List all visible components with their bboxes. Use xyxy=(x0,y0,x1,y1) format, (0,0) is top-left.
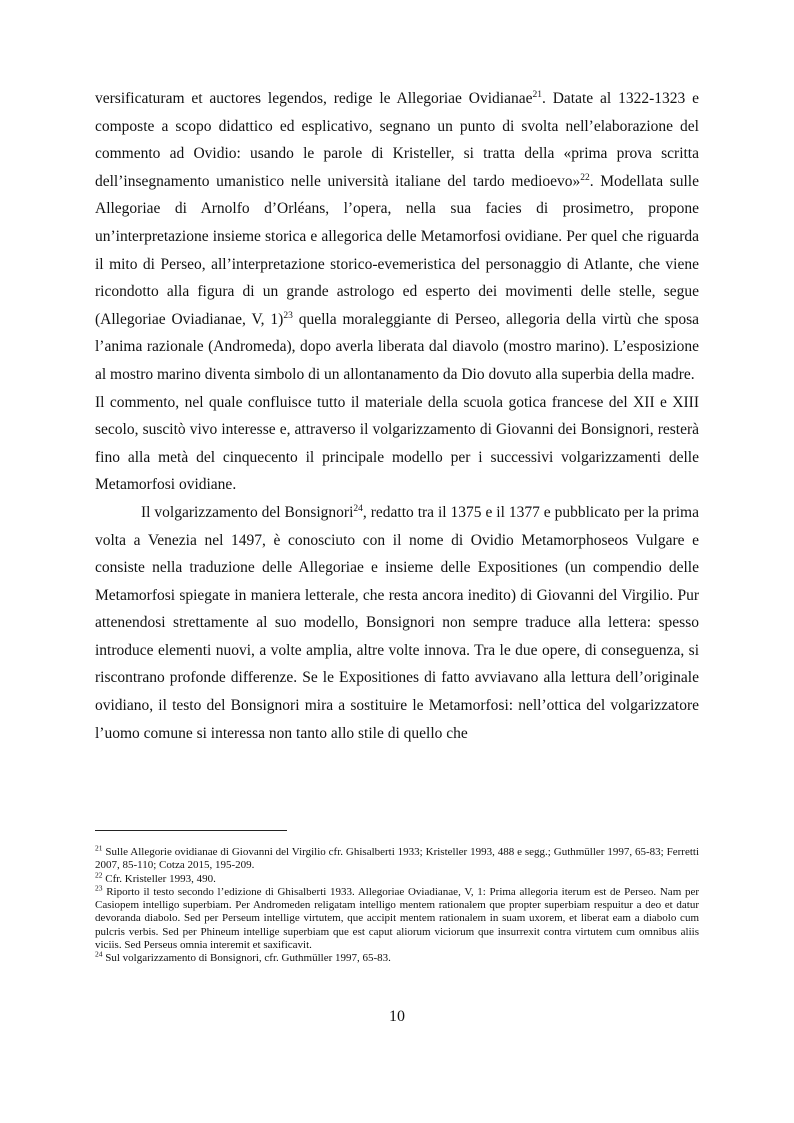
footnote-number: 23 xyxy=(95,883,103,893)
footnote xyxy=(95,869,699,886)
paragraph-text: . Datate al 1322-1323 e composte a scopo didattico ed esplicativo, segnano un punto di svolta nell’elaborazione del commento ad Ovidio: usando le parole di Kristeller, si tratta della «prima prova scritta dell’insegnamento umanistico nelle università italiane del tardo medioevo» xyxy=(95,90,699,190)
footnote-number: 22 xyxy=(95,869,103,879)
paragraph-text: . Modellata sulle Allegoriae di Arnolfo d’Orléans, l’opera, nella sua facies di prosimetro, propone un’interpretazione insieme storica e allegorica delle Metamorfosi ovidiane. Per quel che riguarda il mito di Perseo, all’interpretazione storico-evemeristica del personaggio di Atlante, che viene ricondotto alla figura di un grande astrologo ed esperto dei movimenti delle stelle, segue (Allegoriae Oviadianae, V, 1) xyxy=(95,172,699,328)
footnote-text: Sul volgarizzamento di Bonsignori, cfr. Guthmüller 1997, 65-83. xyxy=(102,952,391,965)
paragraph-text: quella moraleggiante di Perseo, allegoria della virtù che sposa l’anima razionale (Andromeda), dopo averla liberata dal diavolo (mostro marino). L’esposizione al mostro marino diventa simbolo di un allontanamento da Dio dovuto alla superbia della madre. xyxy=(95,310,699,383)
page-number: 10 xyxy=(389,1008,405,1025)
paragraph-text: , redatto tra il 1375 e il 1377 e pubblicato per la prima volta a Venezia nel 1497, è conosciuto con il nome di Ovidio Metamorphoseos Vulgare e consiste nella traduzione delle Allegoriae e insieme delle Expositiones (un compendio delle Metamorfosi spiegate in maniera letterale, che resta ancora inedito) di Giovanni del Virgilio. Pur attenendosi strettamente al suo modello, Bonsignori non sempre traduce alla lettera: spesso introduce elementi nuovi, a volte amplia, altre volte innova. Tra le due opere, di conseguenza, si riscontrano profonde differenze. Se le Expositiones di fatto avviavano alla lettura dell’originale ovidiano, il testo del Bonsignori mira a sostituire le Metamorfosi: nell’ottica del volgarizzatore l’uomo comune si interessa non tanto allo stile di quello che xyxy=(95,503,699,742)
footnote-text: Riporto il testo secondo l’edizione di Ghisalberti 1933. Allegoriae Oviadianae, V, 1: Prima allegoria iterum est de Perseo. Nam per Casiopem intelligo superbiam. Per Andromeden religatam intelligo mentem rationalem que propter superbiam respuitur a deo et datur devoranda diabolo. Sed per Perseum intellige virtutem, que accipit mentem rationalem in suam uxorem, et liberat eam a diabolo cum pulcris verbis. Sed per Phineum intellige superbiam que est caput aliorum viciorum que insurrexit contra virtutem cum omnibus aliis viciis. Sed Perseus omnia interemit et saxificavit. xyxy=(95,885,699,952)
footnote-text: Sulle Allegorie ovidianae di Giovanni del Virgilio cfr. Ghisalberti 1933; Kristeller 1993, 488 e segg.; Guthmüller 1997, 65-83; Ferretti 2007, 85-110; Cotza 2015, 195-209. xyxy=(95,846,699,872)
footnote xyxy=(95,843,699,873)
footnote-separator xyxy=(95,830,287,831)
footnote-number: 21 xyxy=(95,843,103,853)
paragraph xyxy=(95,499,699,747)
paragraph-text: versificaturam et auctores legendos, redige le Allegoriae Ovidianae xyxy=(95,90,533,107)
footnote-ref[interactable]: 24 xyxy=(353,503,363,514)
footnote-ref[interactable]: 21 xyxy=(532,89,542,100)
footnote xyxy=(95,949,699,965)
paragraph xyxy=(95,389,699,499)
footnote-ref[interactable]: 22 xyxy=(580,172,590,183)
footnote-text: Cfr. Kristeller 1993, 490. xyxy=(102,872,216,885)
footnotes xyxy=(95,843,699,966)
footnote-number: 24 xyxy=(95,949,103,959)
footnote-ref[interactable]: 23 xyxy=(283,310,293,321)
paragraph xyxy=(95,85,699,389)
paragraph-text: Il volgarizzamento del Bonsignori xyxy=(141,503,354,521)
paragraph-text: Il commento, nel quale confluisce tutto il materiale della scuola gotica francese del XII e XIII secolo, suscitò vivo interesse e, attraverso il volgarizzamento di Giovanni dei Bonsignori, resterà fino alla metà del cinquecento il principale modello per i successivi volgarizzamenti delle Metamorfosi ovidiane. xyxy=(95,393,699,494)
footnote xyxy=(95,883,699,952)
body-text xyxy=(95,85,699,747)
